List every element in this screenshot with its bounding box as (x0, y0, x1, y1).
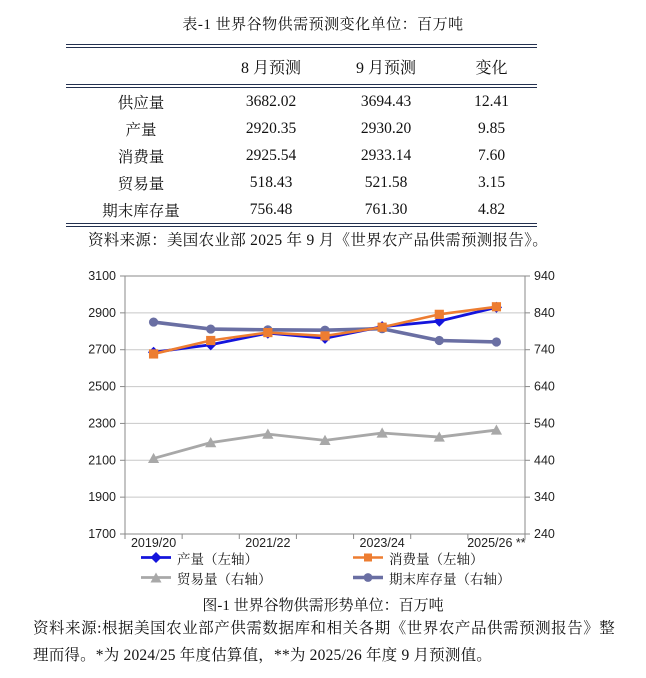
circle-marker-icon (353, 571, 383, 584)
table-source-note: 资料来源：美国农业部 2025 年 9 月《世界农产品供需预测报告》。 (88, 232, 549, 249)
supply-demand-line-chart (75, 255, 575, 555)
table-header-row (66, 48, 537, 88)
svg-text:740: 740 (534, 342, 555, 357)
svg-text:540: 540 (534, 416, 555, 431)
svg-text:3100: 3100 (88, 269, 116, 283)
cell-aug: 756.48 (249, 200, 293, 218)
legend-item-0 (141, 548, 353, 567)
svg-text:940: 940 (534, 269, 555, 283)
svg-text:1700: 1700 (88, 527, 116, 541)
svg-text:440: 440 (534, 453, 555, 468)
table-row (66, 169, 537, 196)
legend-label: 贸易量（右轴） (177, 571, 272, 587)
cell-change: 12.41 (474, 92, 509, 110)
table-row (66, 115, 537, 142)
legend-label: 产量（左轴） (177, 551, 258, 567)
svg-text:2300: 2300 (88, 416, 116, 431)
svg-text:2021/22: 2021/22 (245, 536, 291, 550)
svg-text:2500: 2500 (88, 379, 116, 394)
header-sep-forecast: 9 月预测 (355, 59, 416, 77)
header-change: 变化 (475, 59, 508, 77)
legend-label: 期末库存量（右轴） (389, 571, 511, 587)
svg-text:340: 340 (534, 490, 555, 505)
table-row (66, 88, 537, 115)
cell-aug: 3682.02 (245, 92, 297, 110)
supply-demand-table (66, 44, 537, 227)
legend-label: 消费量（左轴） (389, 551, 484, 567)
svg-text:640: 640 (534, 379, 555, 394)
cell-sep: 2933.14 (360, 146, 412, 164)
cell-aug: 2925.54 (245, 146, 297, 164)
svg-text:2019/20: 2019/20 (130, 536, 177, 550)
cell-sep: 761.30 (364, 200, 408, 218)
svg-text:2023/24: 2023/24 (359, 536, 405, 550)
svg-text:840: 840 (534, 305, 555, 320)
figure-caption: 图-1 世界谷物供需形势单位：百万吨 (202, 598, 444, 614)
row-label: 消费量 (117, 148, 165, 166)
cell-sep: 2930.20 (360, 119, 412, 137)
cell-change: 3.15 (477, 173, 506, 191)
svg-text:2100: 2100 (88, 453, 116, 468)
header-aug-forecast: 8 月预测 (240, 59, 301, 77)
legend-item-3 (353, 568, 581, 587)
chart-canvas (75, 255, 575, 555)
cell-aug: 2920.35 (245, 119, 297, 137)
figure-footnote: 资料来源:根据美国农业部产供需数据库和相关各期《世界农产品供需预测报告》整理而得。*为 2024/25 年度估算值，**为 2025/26 年度 9 月预测值。 (33, 620, 615, 664)
row-label: 期末库存量 (102, 202, 180, 220)
chart-legend (141, 548, 581, 587)
svg-text:2700: 2700 (88, 342, 116, 357)
row-label: 贸易量 (117, 175, 165, 193)
cell-sep: 3694.43 (360, 92, 412, 110)
svg-text:240: 240 (534, 527, 555, 541)
svg-text:2900: 2900 (88, 305, 116, 320)
cell-sep: 521.58 (364, 173, 408, 191)
legend-item-1 (353, 548, 581, 567)
cell-aug: 518.43 (249, 173, 293, 191)
table-row (66, 142, 537, 169)
row-label: 供应量 (117, 94, 165, 112)
cell-change: 9.85 (477, 119, 506, 137)
table-title: 表-1 世界谷物供需预测变化单位：百万吨 (182, 17, 464, 33)
triangle-marker-icon (141, 571, 171, 584)
row-label: 产量 (125, 121, 157, 139)
legend-item-2 (141, 568, 353, 587)
table-row (66, 196, 537, 223)
svg-text:2025/26 **: 2025/26 ** (467, 536, 526, 550)
cell-change: 7.60 (477, 146, 506, 164)
square-marker-icon (353, 551, 383, 564)
svg-text:1900: 1900 (88, 490, 116, 505)
cell-change: 4.82 (477, 200, 506, 218)
diamond-marker-icon (141, 551, 171, 564)
